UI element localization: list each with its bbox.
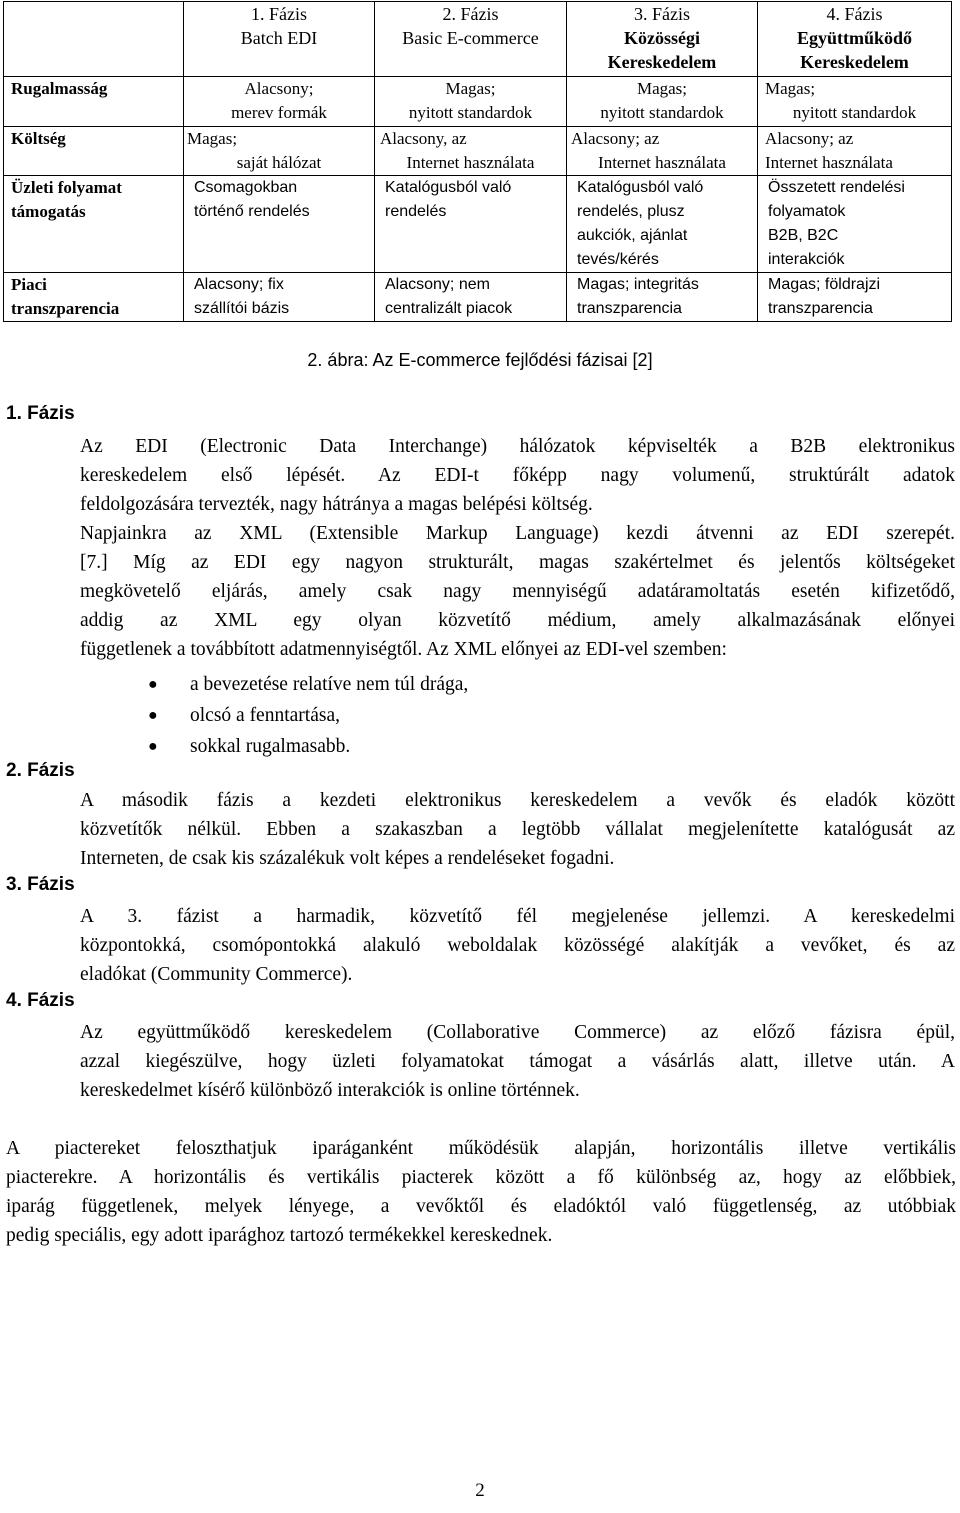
cell-line: történő rendelés — [194, 203, 310, 220]
cell-line: folyamatok — [768, 203, 846, 220]
phases-table — [3, 1, 952, 322]
header-phase-4 — [758, 2, 952, 77]
text-line: piacterekre. A horizontális és vertikális piacterek között a fő különbség az, hogy az előbbiek, — [6, 1167, 956, 1188]
table-cell — [184, 273, 375, 322]
text-line: A piactereket feloszthatjuk iparáganként működésük alapján, horizontális illetve vertikális — [6, 1138, 956, 1159]
cell-line: aukciók, ajánlat — [577, 227, 688, 244]
header-phase-3-number: 3. Fázis — [634, 4, 690, 24]
table-cell — [567, 127, 758, 176]
list-item — [148, 731, 468, 762]
cell-line: saját hálózat — [236, 153, 322, 172]
bullet-icon: ● — [148, 676, 158, 693]
cell-line: Alacsony; az — [571, 129, 660, 148]
header-phase-2-name: Basic E-commerce — [402, 28, 539, 48]
header-phase-4-name-2: Kereskedelem — [800, 52, 909, 72]
table-cell — [567, 77, 758, 127]
cell-line: nyitott standardok — [792, 103, 917, 122]
phase-1-paragraph — [80, 432, 955, 664]
text-line: közvetítők nélkül. Ebben a szakaszban a legtöbb vállalat megjelenítette katalógusát az — [80, 819, 955, 840]
table-cell — [758, 176, 952, 273]
table-cell — [758, 77, 952, 127]
cell-line: nyitott standardok — [600, 103, 724, 122]
cell-line: Magas; — [445, 79, 496, 98]
table-cell — [375, 127, 567, 176]
cell-line: nyitott standardok — [408, 103, 533, 122]
cell-line: rendelés, plusz — [577, 203, 685, 220]
list-item-text: sokkal rugalmasabb. — [190, 736, 351, 757]
phase-1-title: 1. Fázis — [6, 403, 75, 424]
phase-2-paragraph — [80, 786, 955, 873]
phase-3-paragraph — [80, 902, 955, 989]
phase-2-title: 2. Fázis — [6, 760, 75, 781]
marketplaces-paragraph — [6, 1134, 956, 1250]
row-label-line: Üzleti folyamat — [11, 178, 122, 197]
table-cell — [567, 176, 758, 273]
row-label-line: Rugalmasság — [11, 79, 108, 98]
table-cell — [375, 273, 567, 322]
text-line: azzal kiegészülve, hogy üzleti folyamatokat támogat a vásárlás alatt, illetve után. A — [80, 1051, 955, 1072]
cell-line: transzparencia — [577, 300, 682, 317]
list-item-text: a bevezetése relatíve nem túl drága, — [190, 674, 469, 695]
cell-line: rendelés — [385, 203, 447, 220]
text-line: Napjainkra az XML (Extensible Markup Language) kezdi átvenni az EDI szerepét. — [80, 523, 955, 544]
text-line: megkövetelő eljárás, amely csak nagy mennyiségű adatáramoltatás esetén kifizetődő, — [80, 581, 955, 602]
row-label-line: transzparencia — [11, 299, 120, 318]
text-line: függetlenek a továbbított adatmennyiségtől. Az XML előnyei az EDI-vel szemben: — [80, 639, 727, 660]
cell-line: centralizált piacok — [385, 300, 513, 317]
text-line: feldolgozására tervezték, nagy hátránya a magas belépési költség. — [80, 494, 593, 515]
cell-line: Magas; — [636, 79, 688, 98]
header-phase-1-number: 1. Fázis — [251, 4, 307, 24]
table-header-row — [4, 2, 952, 77]
row-label — [4, 176, 184, 273]
header-phase-4-name: Együttműködő — [796, 28, 913, 48]
table-cell — [758, 273, 952, 322]
text-line: Az együttműködő kereskedelem (Collaborative Commerce) az előző fázisra épül, — [80, 1022, 955, 1043]
cell-line: Összetett rendelési — [768, 179, 905, 196]
cell-line: Alacsony; az — [765, 129, 854, 148]
header-corner — [4, 2, 184, 77]
cell-line: Internet használata — [765, 153, 893, 172]
bullet-icon: ● — [148, 738, 158, 755]
cell-line: Internet használata — [406, 153, 535, 172]
figure-caption: 2. ábra: Az E-commerce fejlődési fázisai [2] — [307, 350, 653, 370]
text-line: kereskedelmet kísérő különböző interakciók is online történnek. — [80, 1080, 580, 1101]
xml-advantages-list — [148, 669, 468, 762]
row-label-line: Piaci — [11, 275, 47, 294]
cell-line: Magas; — [765, 79, 816, 98]
header-phase-3-name: Közösségi — [624, 28, 700, 48]
table-cell — [184, 127, 375, 176]
cell-line: Internet használata — [598, 153, 726, 172]
text-line: [7.] Míg az EDI egy nagyon strukturált, magas szakértelmet és jelentős költségeket — [80, 552, 955, 573]
row-label-line: Költség — [11, 129, 66, 148]
text-line: kereskedelem első lépését. Az EDI-t főképp nagy volumenű, struktúrált adatok — [80, 465, 955, 486]
table-cell — [375, 176, 567, 273]
phase-4-title: 4. Fázis — [6, 990, 75, 1011]
cell-line: tevés/kérés — [577, 251, 659, 268]
header-phase-3 — [567, 2, 758, 77]
cell-line: Csomagokban — [194, 179, 298, 196]
table-row-business-process — [4, 176, 952, 273]
row-label — [4, 273, 184, 322]
row-label — [4, 77, 184, 127]
text-line: A 3. fázist a harmadik, közvetítő fél megjelenése jellemzi. A kereskedelmi — [80, 906, 955, 927]
text-line: központokká, csomópontokká alakuló weboldalak közösségé alakítják a vevőket, és az — [80, 935, 955, 956]
table-row-cost — [4, 127, 952, 176]
cell-line: Magas; földrajzi — [768, 276, 881, 293]
list-item-text: olcsó a fenntartása, — [190, 705, 340, 726]
cell-line: Katalógusból való — [385, 179, 512, 196]
header-phase-2-number: 2. Fázis — [442, 4, 499, 24]
table-cell — [567, 273, 758, 322]
text-line: pedig speciális, egy adott iparághoz tartozó termékekkel kereskednek. — [6, 1225, 553, 1246]
row-label — [4, 127, 184, 176]
table-row-flexibility — [4, 77, 952, 127]
table-cell — [758, 127, 952, 176]
text-line: eladókat (Community Commerce). — [80, 964, 353, 985]
cell-line: B2B, B2C — [768, 227, 839, 244]
cell-line: Magas; — [187, 129, 238, 148]
table-row-market-transparency — [4, 273, 952, 322]
cell-line: Katalógusból való — [577, 179, 704, 196]
phase-4-paragraph — [80, 1018, 955, 1105]
list-item — [148, 669, 468, 700]
table-cell — [184, 77, 375, 127]
text-line: Interneten, de csak kis százalékuk volt képes a rendeléseket fogadni. — [80, 848, 615, 869]
cell-line: transzparencia — [768, 300, 873, 317]
header-phase-3-name-2: Kereskedelem — [607, 52, 717, 72]
cell-line: Alacsony; nem — [385, 276, 490, 293]
text-line: A második fázis a kezdeti elektronikus kereskedelem a vevők és eladók között — [80, 790, 955, 811]
bullet-icon: ● — [148, 707, 158, 724]
cell-line: Alacsony; — [244, 79, 314, 98]
header-phase-1 — [184, 2, 375, 77]
page-number: 2 — [475, 1480, 485, 1501]
header-phase-2 — [375, 2, 567, 77]
row-label-line: támogatás — [11, 202, 86, 221]
list-item — [148, 700, 468, 731]
cell-line: Alacsony, az — [380, 129, 467, 148]
text-line: iparág függetlenek, melyek lényege, a vevőktől és eladóktól való függetlenség, az utóbbiak — [6, 1196, 956, 1217]
cell-line: szállítói bázis — [194, 300, 290, 317]
cell-line: interakciók — [768, 251, 845, 268]
header-phase-1-name: Batch EDI — [240, 28, 318, 48]
header-phase-4-number: 4. Fázis — [826, 4, 883, 24]
cell-line: Magas; integritás — [577, 276, 699, 293]
cell-line: Alacsony; fix — [194, 276, 284, 293]
cell-line: merev formák — [231, 103, 327, 122]
phase-3-title: 3. Fázis — [6, 874, 75, 895]
text-line: Az EDI (Electronic Data Interchange) hálózatok képviselték a B2B elektronikus — [80, 436, 955, 457]
text-line: addig az XML egy olyan közvetítő médium, amely alkalmazásának előnyei — [80, 610, 955, 631]
table-cell — [184, 176, 375, 273]
table-cell — [375, 77, 567, 127]
